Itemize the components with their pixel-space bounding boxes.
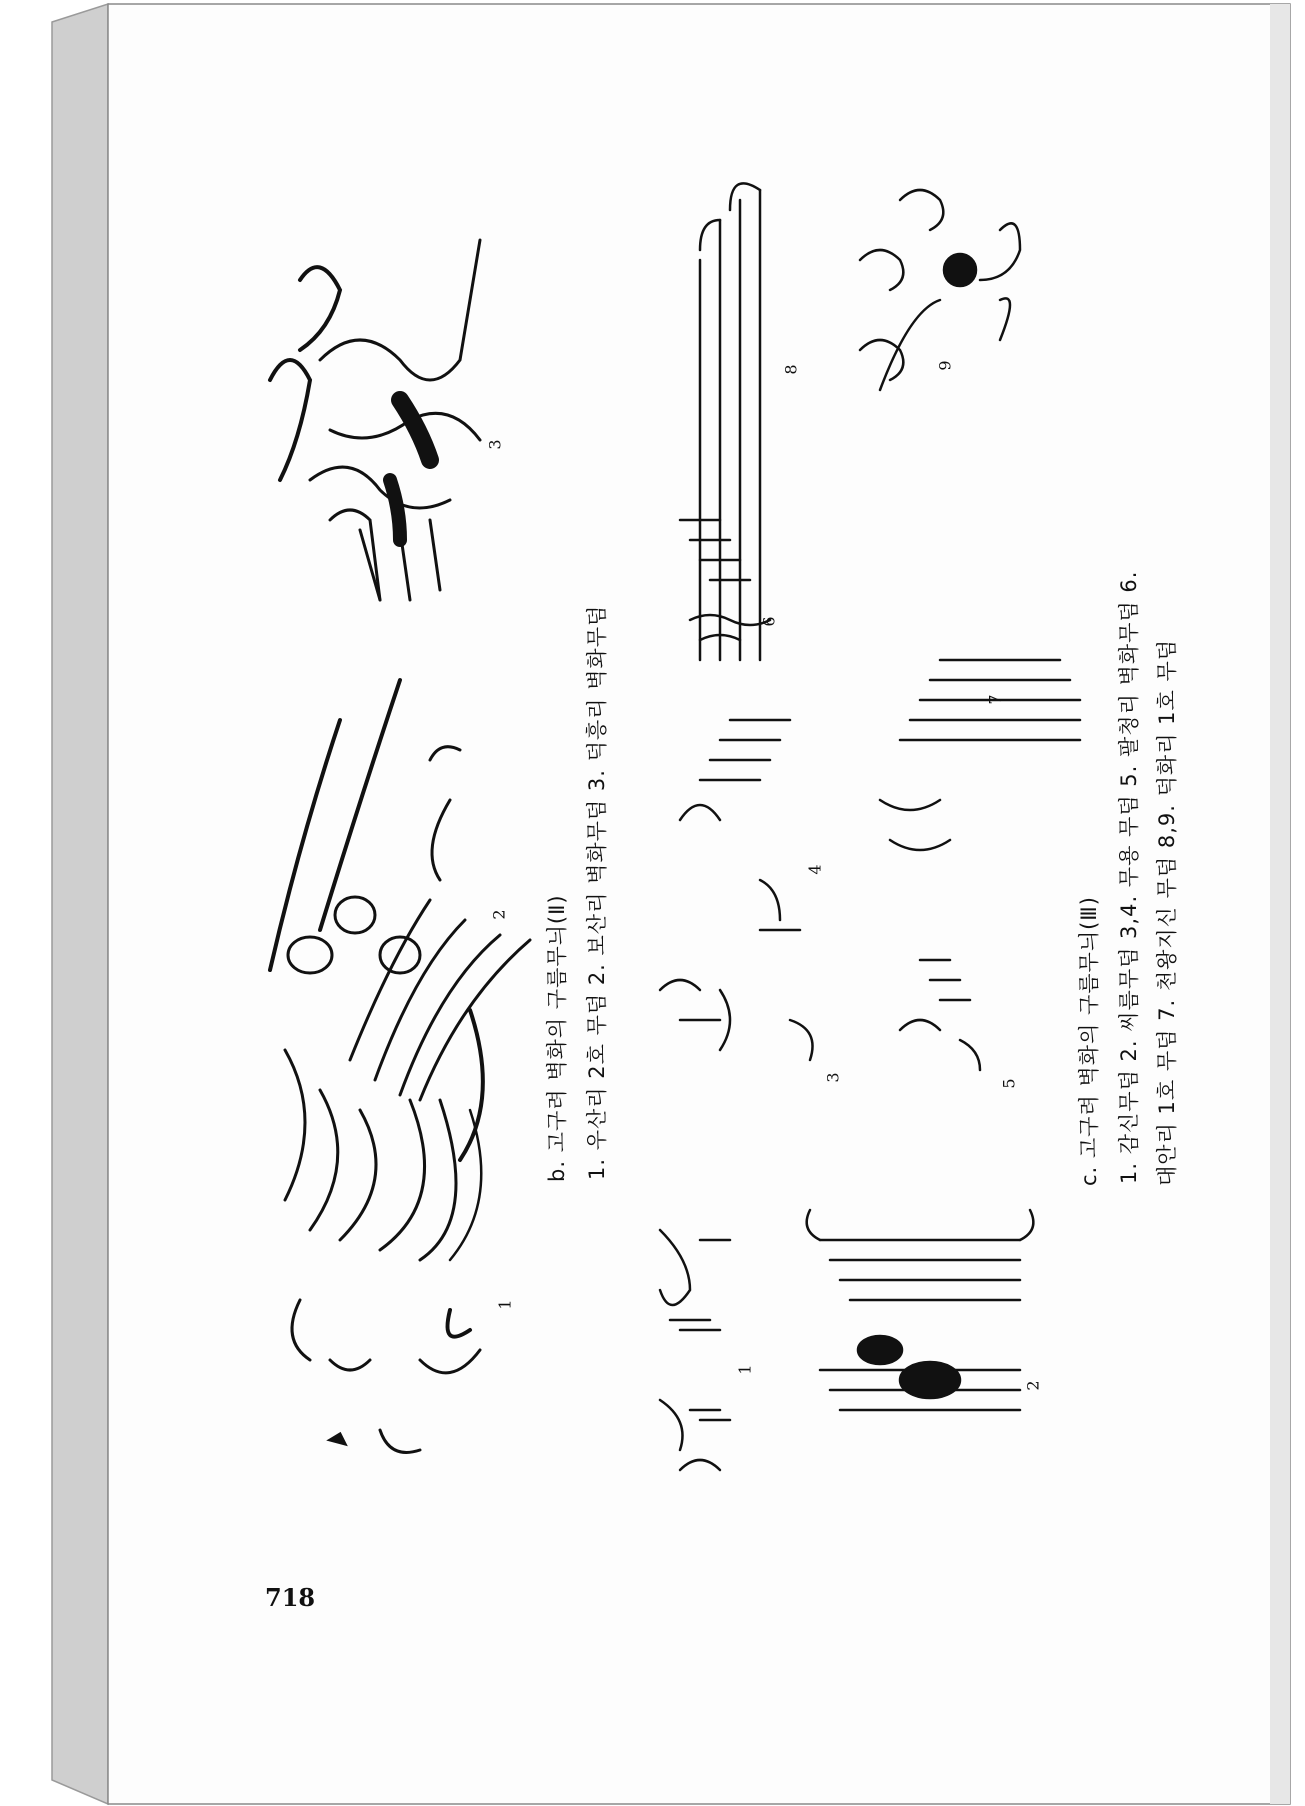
figure-number-c8: 8 bbox=[781, 364, 801, 375]
figure-number-b1: 1 bbox=[495, 1299, 515, 1310]
cloud-figure-c2 bbox=[807, 1210, 1034, 1410]
figure-number-c4: 4 bbox=[805, 864, 825, 875]
section-c-items-line2: 대안리 1호 무덤 7. 천왕지신 무덤 8,9. 덕화리 1호 무덤 bbox=[1155, 638, 1179, 1186]
figure-number-c1: 1 bbox=[735, 1364, 755, 1375]
figure-number-c5: 5 bbox=[999, 1078, 1019, 1089]
figure-number-c2: 2 bbox=[1023, 1380, 1043, 1391]
figure-number-c3: 3 bbox=[823, 1072, 843, 1083]
section-b-heading: b. 고구려 벽화의 구름무늬(Ⅱ) bbox=[545, 894, 569, 1182]
figure-number-c7: 7 bbox=[985, 694, 1005, 705]
section-b-items: 1. 우산리 2호 무덤 2. 보산리 벽화무덤 3. 덕흥리 벽화무덤 bbox=[585, 604, 609, 1180]
cloud-figure-c7 bbox=[880, 660, 1080, 850]
cloud-figure-c8 bbox=[700, 183, 760, 660]
figure-number-c6: 6 bbox=[759, 616, 779, 627]
cloud-figure-c6 bbox=[680, 520, 770, 640]
figure-number-b2: 2 bbox=[489, 909, 509, 920]
cloud-figure-c5 bbox=[900, 960, 980, 1070]
cloud-figure-c4 bbox=[680, 720, 790, 920]
figure-number-c9: 9 bbox=[935, 360, 955, 371]
section-c-heading: c. 고구려 벽화의 구름무늬(Ⅲ) bbox=[1077, 896, 1101, 1186]
page-number: 718 bbox=[265, 1583, 316, 1612]
figure-number-b3: 3 bbox=[485, 439, 505, 450]
cloud-figure-c3 bbox=[660, 930, 813, 1060]
cloud-figure-c1 bbox=[660, 1230, 730, 1470]
section-c-items-line1: 1. 감신무덤 2. 씨름무덤 3,4. 무용 무덤 5. 팔청리 벽화무덤 6. bbox=[1117, 570, 1141, 1184]
